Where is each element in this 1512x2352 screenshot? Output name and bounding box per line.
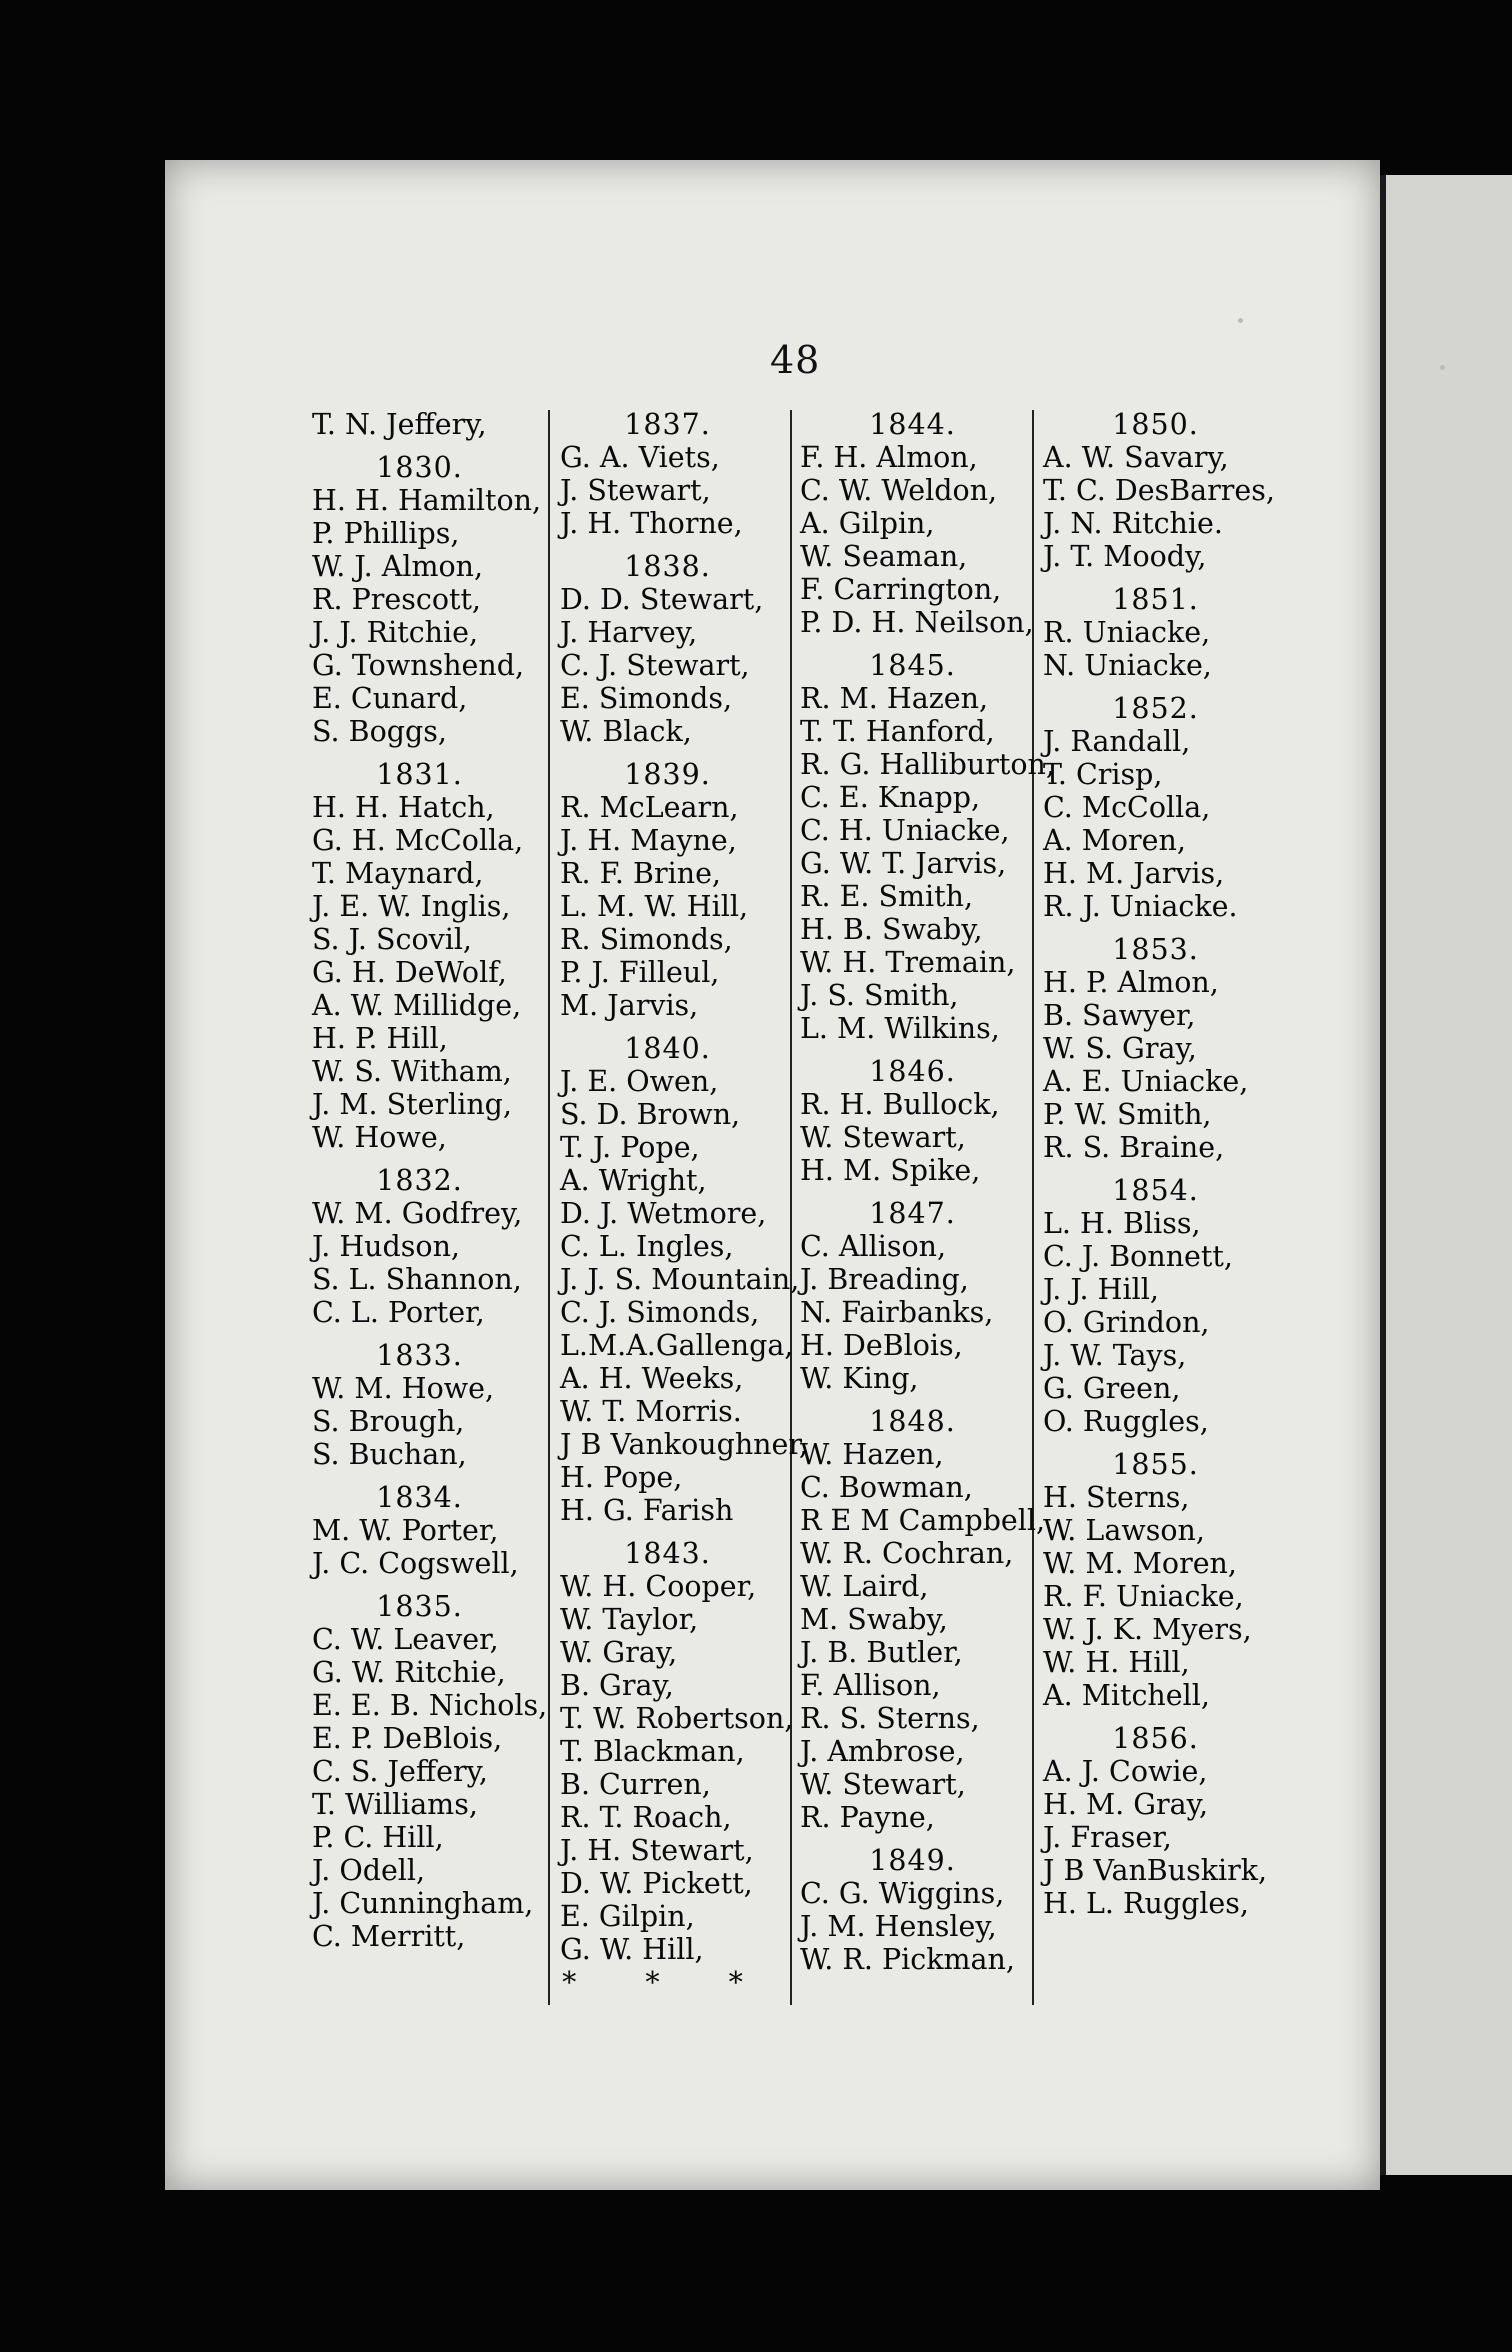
name-entry: W. M. Moren, [1043, 1547, 1237, 1580]
name-entry: T. J. Pope, [560, 1131, 700, 1164]
name-entry: L. M. Wilkins, [800, 1012, 1000, 1045]
name-entry: R. McLearn, [560, 791, 739, 824]
name-entry: G. W. Ritchie, [312, 1656, 506, 1689]
names-column-2 [560, 408, 808, 1999]
name-entry: W. T. Morris. [560, 1395, 742, 1428]
name-entry: W. Lawson, [1043, 1514, 1205, 1547]
name-entry: O. Ruggles, [1043, 1405, 1209, 1438]
name-entry: T. T. Hanford, [800, 715, 995, 748]
facing-page-edge [1380, 175, 1512, 2175]
name-entry: C. L. Porter, [312, 1296, 485, 1329]
name-entry: R. S. Braine, [1043, 1131, 1225, 1164]
name-entry: J. Ambrose, [800, 1735, 965, 1768]
name-entry: T. Williams, [312, 1788, 478, 1821]
name-entry: J. W. Tays, [1043, 1339, 1187, 1372]
name-entry: C. S. Jeffery, [312, 1755, 488, 1788]
name-entry: P. J. Filleul, [560, 956, 720, 989]
name-entry: A. Gilpin, [800, 507, 935, 540]
name-entry: C. W. Leaver, [312, 1623, 499, 1656]
name-entry: A. J. Cowie, [1043, 1755, 1208, 1788]
year-heading: 1856. [1112, 1722, 1199, 1755]
name-entry: M. Swaby, [800, 1603, 948, 1636]
name-entry: T. Maynard, [312, 857, 484, 890]
name-entry: J. Cunningham, [312, 1887, 534, 1920]
name-entry: H. H. Hatch, [312, 791, 495, 824]
name-entry: J. E. W. Inglis, [312, 890, 511, 923]
name-entry: R. S. Sterns, [800, 1702, 980, 1735]
name-entry: G. A. Viets, [560, 441, 720, 474]
column-rule [548, 410, 550, 2005]
name-entry: J. H. Mayne, [560, 824, 737, 857]
name-entry: R. Simonds, [560, 923, 733, 956]
name-entry: E. Simonds, [560, 682, 733, 715]
year-heading: 1834. [376, 1481, 463, 1514]
name-entry: L. H. Bliss, [1043, 1207, 1201, 1240]
name-entry: H. DeBlois, [800, 1329, 963, 1362]
name-entry: S. L. Shannon, [312, 1263, 522, 1296]
year-heading: 1854. [1112, 1174, 1199, 1207]
name-entry: R E M Campbell, [800, 1504, 1046, 1537]
name-entry: H. M. Gray, [1043, 1788, 1209, 1821]
year-heading: 1851. [1112, 583, 1199, 616]
name-entry: S. Buchan, [312, 1438, 467, 1471]
name-entry: A. Moren, [1043, 824, 1186, 857]
year-heading: 1843. [624, 1537, 711, 1570]
name-entry: W. S. Gray, [1043, 1032, 1197, 1065]
name-entry: T. Crisp, [1043, 758, 1163, 791]
name-entry: O. Grindon, [1043, 1306, 1210, 1339]
name-entry: H. H. Hamilton, [312, 484, 542, 517]
name-entry: W. Black, [560, 715, 692, 748]
name-entry: R. M. Hazen, [800, 682, 989, 715]
name-entry: A. H. Weeks, [560, 1362, 744, 1395]
name-entry: J. Fraser, [1043, 1821, 1172, 1854]
name-entry: C. H. Uniacke, [800, 814, 1010, 847]
page-number: 48 [770, 338, 821, 382]
asterism: * * * [562, 1966, 773, 1999]
name-entry: H. B. Swaby, [800, 913, 983, 946]
year-heading: 1853. [1112, 933, 1199, 966]
name-entry: C. E. Knapp, [800, 781, 981, 814]
name-entry: W. J. K. Myers, [1043, 1613, 1252, 1646]
name-entry: E. E. B. Nichols, [312, 1689, 548, 1722]
name-entry: F. Carrington, [800, 573, 1002, 606]
name-entry: C. G. Wiggins, [800, 1877, 1005, 1910]
name-entry: J. Harvey, [560, 616, 698, 649]
speck [1238, 318, 1243, 323]
name-entry: J. J. Ritchie, [312, 616, 479, 649]
name-entry: W. Hazen, [800, 1438, 944, 1471]
name-entry: J B VanBuskirk, [1043, 1854, 1268, 1887]
name-entry: G. H. DeWolf, [312, 956, 507, 989]
name-entry: R. Uniacke, [1043, 616, 1211, 649]
names-column-4 [1043, 408, 1275, 1920]
name-entry: J. Randall, [1043, 725, 1191, 758]
name-entry: A. Mitchell, [1043, 1679, 1210, 1712]
name-entry: C. J. Bonnett, [1043, 1240, 1233, 1273]
name-entry: D. W. Pickett, [560, 1867, 753, 1900]
year-heading: 1849. [869, 1844, 956, 1877]
name-entry: R. G. Halliburton, [800, 748, 1055, 781]
name-entry: L.M.A.Gallenga, [560, 1329, 794, 1362]
name-entry: J. E. Owen, [560, 1065, 719, 1098]
name-entry: P. C. Hill, [312, 1821, 444, 1854]
name-entry: T. W. Robertson, [560, 1702, 794, 1735]
names-column-1 [312, 408, 547, 1953]
name-entry: D. D. Stewart, [560, 583, 764, 616]
name-entry: J. J. Hill, [1043, 1273, 1159, 1306]
name-entry: C. J. Simonds, [560, 1296, 760, 1329]
year-heading: 1840. [624, 1032, 711, 1065]
name-entry: R. J. Uniacke. [1043, 890, 1238, 923]
name-entry: A. Wright, [560, 1164, 707, 1197]
year-heading: 1832. [376, 1164, 463, 1197]
name-entry: A. W. Savary, [1043, 441, 1229, 474]
name-entry: L. M. W. Hill, [560, 890, 749, 923]
name-entry: W. Gray, [560, 1636, 678, 1669]
name-entry: J. J. S. Mountain, [560, 1263, 800, 1296]
name-entry: W. Howe, [312, 1121, 447, 1154]
year-heading: 1846. [869, 1055, 956, 1088]
name-entry: N. Uniacke, [1043, 649, 1212, 682]
name-entry: S. J. Scovil, [312, 923, 472, 956]
name-entry: J. H. Stewart, [560, 1834, 754, 1867]
name-entry: W. R. Cochran, [800, 1537, 1014, 1570]
name-entry: W. Seaman, [800, 540, 968, 573]
name-entry: J. T. Moody, [1043, 540, 1207, 573]
year-heading: 1833. [376, 1339, 463, 1372]
year-heading: 1855. [1112, 1448, 1199, 1481]
name-entry: W. J. Almon, [312, 550, 484, 583]
name-entry: S. D. Brown, [560, 1098, 741, 1131]
year-heading: 1838. [624, 550, 711, 583]
name-entry: E. Gilpin, [560, 1900, 695, 1933]
name-entry: W. M. Howe, [312, 1372, 495, 1405]
name-entry: R. F. Uniacke, [1043, 1580, 1244, 1613]
name-entry: W. H. Hill, [1043, 1646, 1190, 1679]
name-entry: R. E. Smith, [800, 880, 974, 913]
year-heading: 1844. [869, 408, 956, 441]
year-heading: 1848. [869, 1405, 956, 1438]
name-entry: N. Fairbanks, [800, 1296, 994, 1329]
name-entry: F. Allison, [800, 1669, 941, 1702]
name-entry: R. H. Bullock, [800, 1088, 1000, 1121]
name-entry: H. M. Jarvis, [1043, 857, 1225, 890]
name-entry: M. Jarvis, [560, 989, 699, 1022]
year-heading: 1831. [376, 758, 463, 791]
name-entry: J. M. Hensley, [800, 1910, 997, 1943]
name-entry: G. W. T. Jarvis, [800, 847, 1007, 880]
year-heading: 1850. [1112, 408, 1199, 441]
name-entry: T. Blackman, [560, 1735, 745, 1768]
name-entry: P. W. Smith, [1043, 1098, 1212, 1131]
name-entry: W. S. Witham, [312, 1055, 512, 1088]
speck [1440, 365, 1445, 370]
name-entry: R. F. Brine, [560, 857, 721, 890]
name-entry: J. Odell, [312, 1854, 426, 1887]
name-entry: W. Stewart, [800, 1768, 966, 1801]
name-entry: T. C. DesBarres, [1043, 474, 1275, 507]
name-entry: J B Vankoughner, [560, 1428, 808, 1461]
name-entry: C. Merritt, [312, 1920, 466, 1953]
name-entry: J. C. Cogswell, [312, 1547, 519, 1580]
name-entry: T. N. Jeffery, [312, 408, 487, 441]
name-entry: B. Sawyer, [1043, 999, 1196, 1032]
name-entry: W. Stewart, [800, 1121, 966, 1154]
name-entry: W. M. Godfrey, [312, 1197, 523, 1230]
name-entry: P. D. H. Neilson, [800, 606, 1034, 639]
name-entry: W. Taylor, [560, 1603, 699, 1636]
year-heading: 1830. [376, 451, 463, 484]
name-entry: J. H. Thorne, [560, 507, 743, 540]
name-entry: S. Brough, [312, 1405, 465, 1438]
name-entry: J. B. Butler, [800, 1636, 963, 1669]
year-heading: 1847. [869, 1197, 956, 1230]
name-entry: H. P. Almon, [1043, 966, 1219, 999]
name-entry: W. Laird, [800, 1570, 929, 1603]
name-entry: E. Cunard, [312, 682, 468, 715]
name-entry: R. Payne, [800, 1801, 935, 1834]
name-entry: M. W. Porter, [312, 1514, 499, 1547]
name-entry: G. Townshend, [312, 649, 525, 682]
name-entry: A. E. Uniacke, [1043, 1065, 1249, 1098]
name-entry: H. G. Farish [560, 1494, 734, 1527]
name-entry: G. Green, [1043, 1372, 1181, 1405]
name-entry: S. Boggs, [312, 715, 447, 748]
name-entry: J. Stewart, [560, 474, 711, 507]
name-entry: G. W. Hill, [560, 1933, 704, 1966]
year-heading: 1835. [376, 1590, 463, 1623]
name-entry: C. W. Weldon, [800, 474, 998, 507]
name-entry: C. McColla, [1043, 791, 1211, 824]
name-entry: B. Curren, [560, 1768, 711, 1801]
name-entry: H. Pope, [560, 1461, 683, 1494]
year-heading: 1852. [1112, 692, 1199, 725]
name-entry: C. Allison, [800, 1230, 947, 1263]
year-heading: 1837. [624, 408, 711, 441]
name-entry: H. L. Ruggles, [1043, 1887, 1249, 1920]
name-entry: P. Phillips, [312, 517, 460, 550]
year-heading: 1845. [869, 649, 956, 682]
name-entry: R. Prescott, [312, 583, 481, 616]
name-entry: W. King, [800, 1362, 919, 1395]
name-entry: W. H. Tremain, [800, 946, 1016, 979]
name-entry: W. R. Pickman, [800, 1943, 1015, 1976]
name-entry: J. Breading, [800, 1263, 969, 1296]
name-entry: G. H. McColla, [312, 824, 524, 857]
name-entry: R. T. Roach, [560, 1801, 732, 1834]
name-entry: C. J. Stewart, [560, 649, 750, 682]
name-entry: E. P. DeBlois, [312, 1722, 503, 1755]
name-entry: J. Hudson, [312, 1230, 460, 1263]
name-entry: B. Gray, [560, 1669, 674, 1702]
year-heading: 1839. [624, 758, 711, 791]
names-column-3 [800, 408, 1055, 1976]
name-entry: D. J. Wetmore, [560, 1197, 767, 1230]
name-entry: C. Bowman, [800, 1471, 973, 1504]
name-entry: J. M. Sterling, [312, 1088, 512, 1121]
name-entry: F. H. Almon, [800, 441, 978, 474]
name-entry: J. N. Ritchie. [1043, 507, 1223, 540]
name-entry: A. W. Millidge, [312, 989, 522, 1022]
name-entry: C. L. Ingles, [560, 1230, 734, 1263]
name-entry: H. P. Hill, [312, 1022, 448, 1055]
name-entry: H. M. Spike, [800, 1154, 981, 1187]
name-entry: H. Sterns, [1043, 1481, 1190, 1514]
name-entry: W. H. Cooper, [560, 1570, 757, 1603]
name-entry: J. S. Smith, [800, 979, 959, 1012]
